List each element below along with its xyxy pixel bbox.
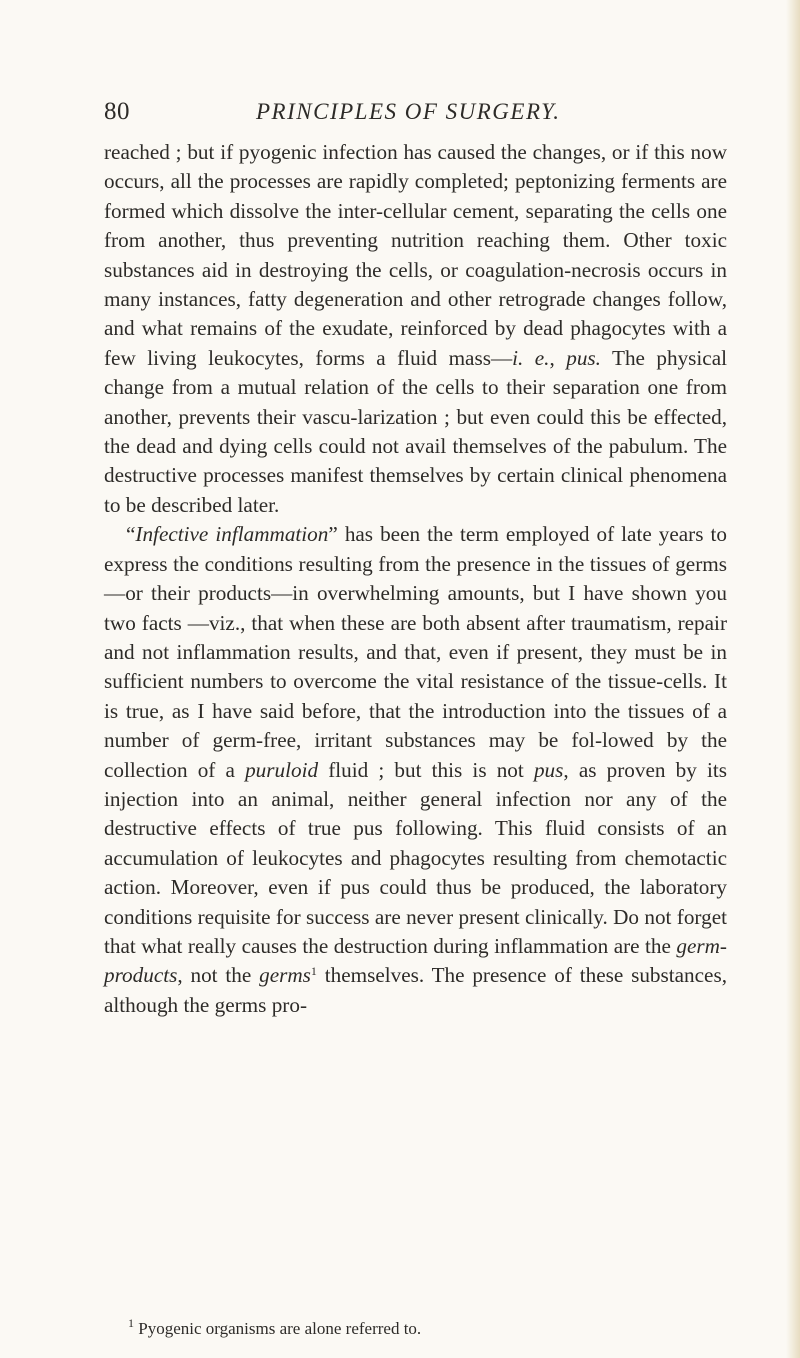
body-text	[104, 138, 727, 1020]
paragraph-2-text-2: fluid ; but this is not	[318, 757, 534, 782]
paragraph-1-text-2: The physical change from a mutual relation of the cells to their separation one from another, prevents their vascu-larization ; but even could this be effected, the dead and dying cells could not avail themselves of the pabulum. The destructive processes manifest themselves by certain clinical phenomena to be described later.	[104, 345, 727, 517]
infective-inflammation-term: Infective inflammation	[135, 522, 329, 547]
close-quote: ”	[328, 522, 338, 547]
paragraph-2-text-3: , as proven by its injection into an animal, neither general infection nor any of the destructive effects of true pus following. This fluid consists of an accumulation of leukocytes and phagocytes resulting from chemotactic action. Moreover, even if pus could thus be produced, the laboratory conditions requisite for success are never present clinically. Do not forget that what really causes the destruction during inflammation are the	[104, 757, 727, 958]
paragraph-2	[104, 520, 727, 1020]
germ-products-term: germ-products	[104, 933, 727, 988]
page-edge-shadow	[786, 0, 800, 1358]
footnote-reference: 1	[310, 964, 317, 979]
paragraph-2-text-1: has been the term employed of late years to express the conditions resulting from the presence in the tissues of germs—or their products—in overwhelming amounts, but I have shown you two facts —viz., that when these are both absent after traumatism, repair and not inflammation results, and that, even if present, they must be in sufficient numbers to overcome the vital resistance of the tissue-cells. It is true, as I have said before, that the introduction into the tissues of a number of germ-free, irritant substances may be fol-lowed by the collection of a	[104, 522, 727, 782]
pus-term: pus.	[566, 345, 601, 370]
ie-abbreviation: i. e.	[512, 345, 550, 370]
paragraph-1-comma: ,	[549, 345, 567, 370]
puruloid-term: puruloid	[245, 757, 319, 782]
paragraph-1-text-1: reached ; but if pyogenic infection has caused the changes, or if this now occurs, all the processes are rapidly completed; peptonizing ferments are formed which dissolve the inter-cellular cement, separating the cells one from another, thus preventing nutrition reaching them. Other toxic substances aid in destroying the cells, or coagulation-necrosis occurs in many instances, fatty degeneration and other retrograde changes follow, and what remains of the exudate, reinforced by dead phagocytes with a few living leukocytes, forms a fluid mass—	[104, 140, 727, 370]
pus-term-2: pus	[533, 757, 564, 782]
paragraph-2-text-4: , not the	[177, 963, 260, 988]
paragraph-1	[104, 138, 727, 520]
open-quote: “	[126, 522, 136, 547]
paragraph-2-text-5: themselves. The presence of these substances, although the germs pro-	[104, 963, 727, 1017]
page-number: 80	[104, 98, 130, 125]
running-head: PRINCIPLES OF SURGERY.	[256, 99, 561, 124]
page-header	[104, 96, 724, 128]
footnote	[128, 1318, 708, 1340]
footnote-text: Pyogenic organisms are alone referred to.	[134, 1319, 422, 1338]
footnote-marker: 1	[128, 1316, 134, 1330]
germs-term: germs	[259, 963, 311, 988]
